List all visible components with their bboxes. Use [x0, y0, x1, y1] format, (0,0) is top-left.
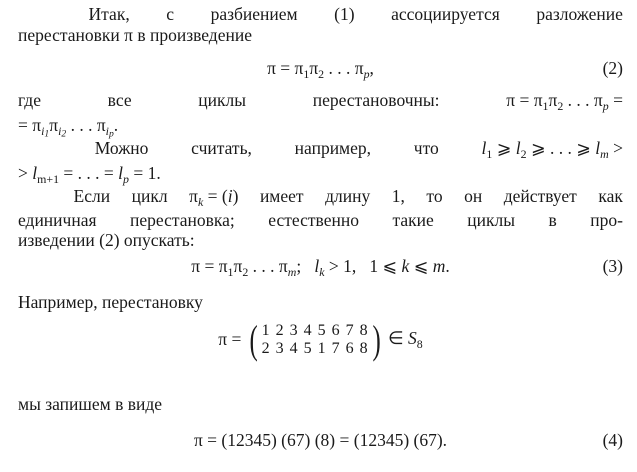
paragraph-6	[18, 396, 623, 414]
equation-2-row	[18, 60, 623, 81]
p1-word: ассоциируется	[391, 4, 500, 24]
p4-word: длину	[325, 186, 371, 206]
right-paren: )	[372, 316, 381, 362]
paragraph-2	[18, 92, 623, 139]
p4-word: циклы	[467, 209, 515, 230]
indent-space	[18, 140, 52, 161]
paragraph-2-line-2: = $\pi_{i1}\pi_{i2}$ . . . $\pi_{ip}$.	[18, 114, 119, 139]
p4-formula: $\pi_k = (i)$	[189, 186, 239, 209]
paragraph-4	[18, 188, 623, 250]
p1-word: (1)	[334, 4, 355, 24]
paragraph-1-line-2: перестановки π в произведение	[18, 24, 252, 45]
paragraph-3	[18, 140, 623, 185]
left-paren: (	[249, 316, 259, 362]
p4-word: то	[426, 186, 443, 206]
p2-word: все	[107, 90, 132, 110]
matrix-expression	[218, 316, 423, 362]
p4-word: единичная	[18, 209, 97, 230]
p2-formula: $\pi = \pi_1\pi_2$ . . . $\pi_p$ =	[506, 90, 623, 113]
p3-word: например,	[294, 138, 372, 158]
equation-4	[18, 432, 623, 450]
p4-word: имеет	[259, 186, 304, 206]
p2-word: циклы	[198, 90, 247, 110]
paragraph-4-line-3: изведении (2) опускать:	[18, 230, 195, 251]
p3-word: Можно	[94, 138, 149, 158]
p3-formula: $l_1$ ⩾ $l_2$ ⩾ . . . ⩾ $l_m$ >	[481, 138, 623, 161]
p1-word: разложение	[536, 4, 623, 24]
paragraph-4-line-1	[18, 188, 623, 209]
matrix-prefix: π =	[218, 329, 242, 350]
equation-2	[18, 60, 623, 81]
indent-space	[18, 6, 52, 24]
p4-word: в	[548, 209, 557, 230]
p1-word: Итак,	[88, 4, 130, 24]
paragraph-4-line-2	[18, 209, 623, 230]
equation-4-body: π = (12345) (67) (8) = (12345) (67).	[193, 430, 448, 450]
paragraph-3-line-1	[18, 140, 623, 161]
p4-word: 1,	[391, 186, 405, 206]
paragraph-6-line-1: мы запишем в виде	[18, 394, 163, 414]
p1-word: разбиением	[210, 4, 298, 24]
p3-word: считать,	[191, 138, 252, 158]
equation-3-row	[18, 258, 623, 279]
paragraph-1-line-1	[18, 6, 623, 24]
paragraph-5	[18, 294, 623, 312]
p2-word: перестановочны:	[312, 90, 440, 110]
matrix-row-2: 2 3 4 5 1 7 6 8	[261, 339, 369, 357]
paragraph-3-line-2: > $l_{m+1}$ = . . . = $l_p = 1$.	[18, 162, 161, 186]
equation-3	[18, 258, 623, 279]
p3-word: что	[413, 138, 439, 158]
equation-3-body: $\pi = \pi_1\pi_2$ . . . $\pi_m$; $l_k > 1$, 1 ⩽ k ⩽ m.	[191, 256, 450, 279]
p4-word: цикл	[131, 186, 168, 206]
equation-2-number: (2)	[602, 58, 623, 78]
paragraph-2-line-1	[18, 92, 623, 113]
equation-matrix-row	[18, 316, 623, 362]
equation-2-body: $\pi = \pi_1\pi_2$ . . . $\pi_p$,	[267, 58, 374, 81]
indent-space	[18, 188, 52, 209]
p4-word: Если	[73, 186, 111, 206]
p1-word: с	[166, 4, 175, 24]
p2-word: где	[18, 90, 41, 110]
matrix-suffix: ∈ $S_8$	[387, 328, 423, 351]
p4-word: естественно	[268, 209, 359, 230]
p4-word: действует	[503, 186, 577, 206]
equation-4-number: (4)	[602, 430, 623, 450]
equation-4-row	[18, 432, 623, 450]
equation-3-number: (3)	[602, 256, 623, 276]
paragraph-5-line-1: Например, перестановку	[18, 292, 203, 312]
p4-word: про-	[590, 209, 623, 230]
matrix-rows	[261, 322, 370, 358]
matrix-row-1: 1 2 3 4 5 6 7 8	[261, 322, 369, 339]
p4-word: он	[464, 186, 483, 206]
p4-word: как	[598, 186, 623, 206]
p4-word: такие	[392, 209, 434, 230]
paragraph-1	[18, 6, 623, 44]
p4-word: перестановка;	[130, 209, 235, 230]
equation-matrix	[18, 316, 623, 362]
